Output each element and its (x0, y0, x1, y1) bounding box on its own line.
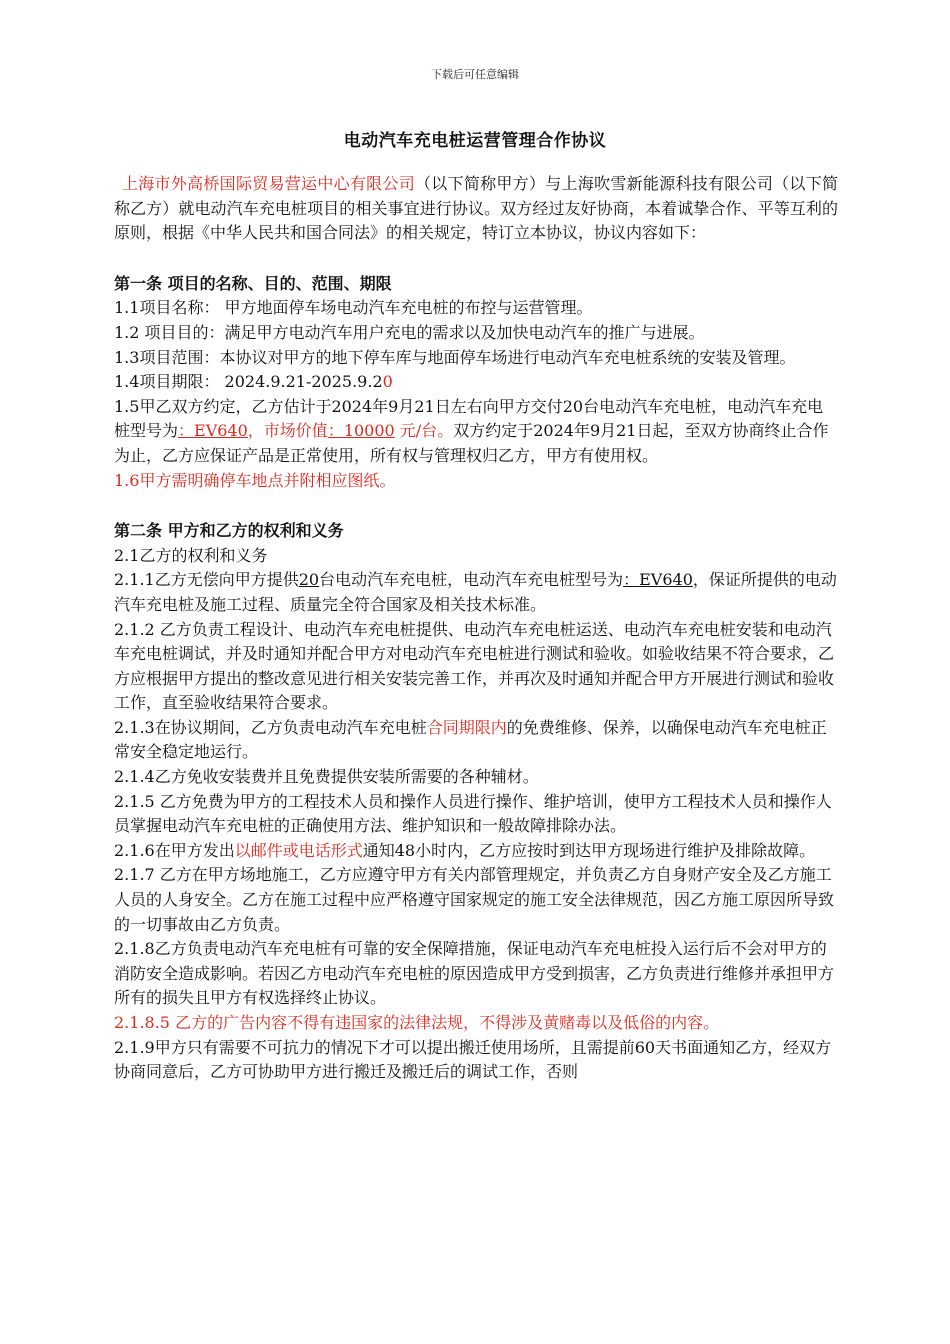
clause-2-1-1-rest: ，保证所提供的电动汽车充电桩及施工过程、质量完全符合国家及相关技术标准。 (114, 570, 837, 614)
clause-1-5-price-label: ，市场价值 (247, 421, 328, 441)
article-1-heading: 第一条 项目的名称、目的、范围、期限 (114, 273, 392, 293)
clause-1-5-text: 1.5甲乙双方约定，乙方估计于2024年9月21日左右向甲方交付20台电动汽车充电桩，电动汽车充电桩型号为 (114, 396, 824, 441)
clause-2-1-8: 2.1.8乙方负责电动汽车充电桩有可靠的安全保障措施，保证电动汽车充电桩投入运行后不会对甲方的消防安全造成影响。若因乙方电动汽车充电桩的原因造成甲方受到损害，乙方负责进行维修并承担甲方所有的损失且甲方有权选择终止协议。 (114, 939, 835, 1008)
clause-2-1-6-rest: 通知48小时内，乙方应按时到达甲方现场进行维护及排除故障。 (362, 840, 816, 860)
clause-1-5-unit: 元/台 (394, 421, 438, 441)
clause-2-1-9: 2.1.9甲方只有需要不可抗力的情况下才可以提出搬迁使用场所，且需提前60天书面通知乙方，经双方协商同意后，乙方可协助甲方进行搬迁及搬迁后的调试工作，否则 (114, 1037, 832, 1082)
clause-2-1-6 (114, 839, 838, 864)
clause-1-1: 1.1项目名称： 甲方地面停车场电动汽车充电桩的布控与运营管理。 (114, 298, 593, 318)
document-title: 电动汽车充电桩运营管理合作协议 (343, 131, 607, 151)
clause-2-1-1 (114, 568, 838, 617)
clause-1-5-price: ：10000 (327, 421, 395, 441)
document-body (114, 172, 838, 1085)
clause-2-1-7: 2.1.7 乙方在甲方场地施工，乙方应遵守甲方有关内部管理规定，并负责乙方自身财产安全及乙方施工人员的人身安全。乙方在施工过程中应严格遵守国家规定的施工安全法律规范，因乙方施工原因所导致的一切事故由乙方负责。 (114, 865, 835, 934)
clause-2-1-3-red: 合同期限内 (426, 717, 507, 737)
clause-2-1-3-text: 2.1.3在协议期间，乙方负责电动汽车充电桩 (114, 717, 427, 737)
clause-2-1-3-rest: 的免费维修、保养，以确保电动汽车充电桩正常安全稳定地运行。 (114, 717, 827, 762)
clause-2-1-4: 2.1.4乙方免收安装费并且免费提供安装所需要的各种辅材。 (114, 767, 539, 787)
clause-2-1-6-red: 以邮件或电话形式 (234, 840, 363, 860)
clause-2-1-8-5: 2.1.8.5 乙方的广告内容不得有违国家的法律法规，不得涉及黄赌毒以及低俗的内容。 (114, 1013, 720, 1032)
clause-2-1-1-mid: 台电动汽车充电桩，电动汽车充电桩型号为 (319, 570, 624, 590)
clause-1-5-model: ：EV640 (178, 421, 248, 441)
clause-1-5-rest: 双方约定于2024年9月21日起，至双方协商终止合作为止，乙方应保证产品是正常使用，所有权与管理权归乙方，甲方有使用权。 (114, 421, 829, 465)
clause-1-2: 1.2 项目目的：满足甲方电动汽车用户充电的需求以及加快电动汽车的推广与进展。 (114, 322, 705, 342)
clause-2-1-2: 2.1.2 乙方负责工程设计、电动汽车充电桩提供、电动汽车充电桩运送、电动汽车充电桩安装和电动汽车充电桩调试，并及时通知并配合甲方对电动汽车充电桩进行测试和验收。如验收结果不符合要求，乙方应根据甲方提出的整改意见进行相关安装完善工作，并再次及时通知并配合甲方开展进行测试和验收工作，直至验收结果符合要求。 (114, 619, 835, 713)
clause-2-1-3 (114, 716, 838, 765)
party-a-name: 上海市外高桥国际贸易营运中心有限公司 (122, 174, 416, 193)
clause-1-4-red: 0 (382, 372, 393, 392)
article-2-heading: 第二条 甲方和乙方的权利和义务 (114, 521, 344, 541)
clause-2-1-1-text: 2.1.1乙方无偿向甲方提供 (114, 570, 299, 590)
clause-1-5 (114, 395, 838, 469)
clause-2-1-5: 2.1.5 乙方免费为甲方的工程技术人员和操作人员进行操作、维护培训，使甲方工程技术人员和操作人员掌握电动汽车充电桩的正确使用方法、维护知识和一般故障排除办法。 (114, 791, 832, 836)
clause-1-3: 1.3项目范围：本协议对甲方的地下停车库与地面停车场进行电动汽车充电桩系统的安装及管理。 (114, 347, 796, 367)
clause-1-6: 1.6甲方需明确停车地点并附相应图纸。 (114, 470, 396, 490)
clause-1-4 (114, 370, 838, 395)
clause-1-5-period: 。 (437, 421, 454, 441)
page-header: 下载后可任意编辑 (431, 68, 519, 81)
intro-paragraph (114, 172, 838, 246)
clause-2-1-1-model: ：EV640 (623, 570, 693, 590)
intro-text: （以下简称甲方）与上海吹雪新能源科技有限公司（以下简称乙方）就电动汽车充电桩项目的相关事宜进行协议。双方经过友好协商，本着诚挚合作、平等互利的原则，根据《中华人民共和国合同法》的相关规定，特订立本协议，协议内容如下： (114, 174, 838, 243)
clause-2-1: 2.1乙方的权利和义务 (114, 545, 268, 565)
clause-1-4-text: 1.4项目期限： 2024.9.21-2025.9.2 (114, 372, 383, 392)
clause-2-1-6-text: 2.1.6在甲方发出 (114, 840, 235, 860)
clause-2-1-1-count: 20 (298, 570, 320, 590)
